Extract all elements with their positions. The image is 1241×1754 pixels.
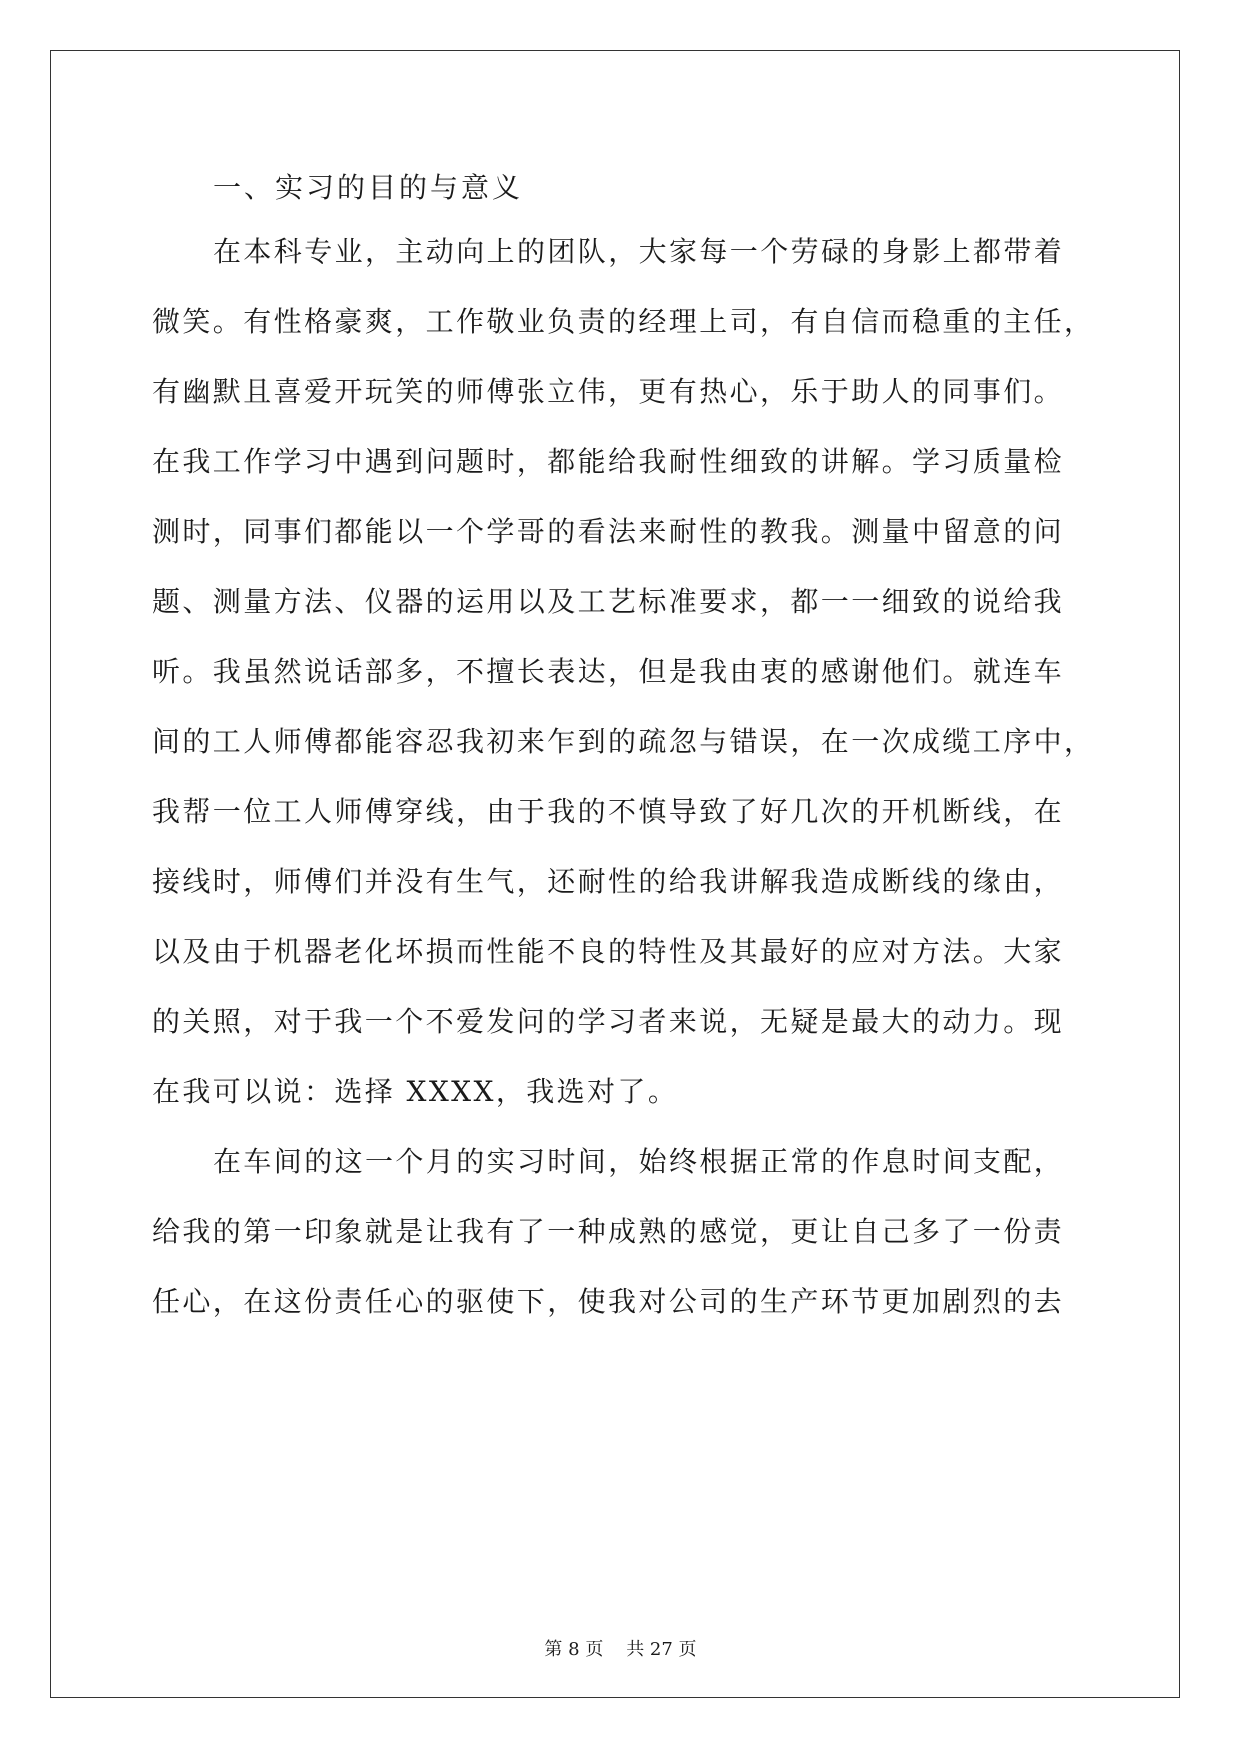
paragraph-1-line-2: 微笑。有性格豪爽，工作敬业负责的经理上司，有自信而稳重的主任， (152, 305, 1095, 338)
page-number-footer: 第 8 页 共 27 页 (544, 1639, 697, 1660)
paragraph-1-line-11: 以及由于机器老化坏损而性能不良的特性及其最好的应对方法。大家 (152, 935, 1065, 968)
paragraph-2-line-1: 在车间的这一个月的实习时间，始终根据正常的作息时间支配， (213, 1145, 1065, 1178)
paragraph-1-line-10: 接线时，师傅们并没有生气，还耐性的给我讲解我造成断线的缘由， (152, 865, 1065, 898)
paragraph-2-line-3: 任心，在这份责任心的驱使下，使我对公司的生产环节更加剧烈的去 (152, 1285, 1065, 1318)
paragraph-1-line-5: 测时，同事们都能以一个学哥的看法来耐性的教我。测量中留意的问 (152, 515, 1065, 548)
paragraph-1-line-4: 在我工作学习中遇到问题时，都能给我耐性细致的讲解。学习质量检 (152, 445, 1065, 478)
paragraph-2-line-2: 给我的第一印象就是让我有了一种成熟的感觉，更让自己多了一份责 (152, 1215, 1065, 1248)
paragraph-1-line-12: 的关照，对于我一个不爱发问的学习者来说，无疑是最大的动力。现 (152, 1005, 1065, 1038)
paragraph-1-line-7: 听。我虽然说话部多，不擅长表达，但是我由衷的感谢他们。就连车 (152, 655, 1065, 688)
paragraph-1-line-13: 在我可以说：选择 XXXX，我选对了。 (152, 1075, 679, 1108)
section-heading: 一、实习的目的与意义 (213, 171, 524, 204)
paragraph-1-line-3: 有幽默且喜爱开玩笑的师傅张立伟，更有热心，乐于助人的同事们。 (152, 375, 1065, 408)
paragraph-1-line-6: 题、测量方法、仪器的运用以及工艺标准要求，都一一细致的说给我 (152, 585, 1065, 618)
paragraph-1-line-1: 在本科专业，主动向上的团队，大家每一个劳碌的身影上都带着 (213, 235, 1065, 268)
paragraph-1-line-9: 我帮一位工人师傅穿线，由于我的不慎导致了好几次的开机断线，在 (152, 795, 1065, 828)
paragraph-1-line-8: 间的工人师傅都能容忍我初来乍到的疏忽与错误，在一次成缆工序中， (152, 725, 1095, 758)
